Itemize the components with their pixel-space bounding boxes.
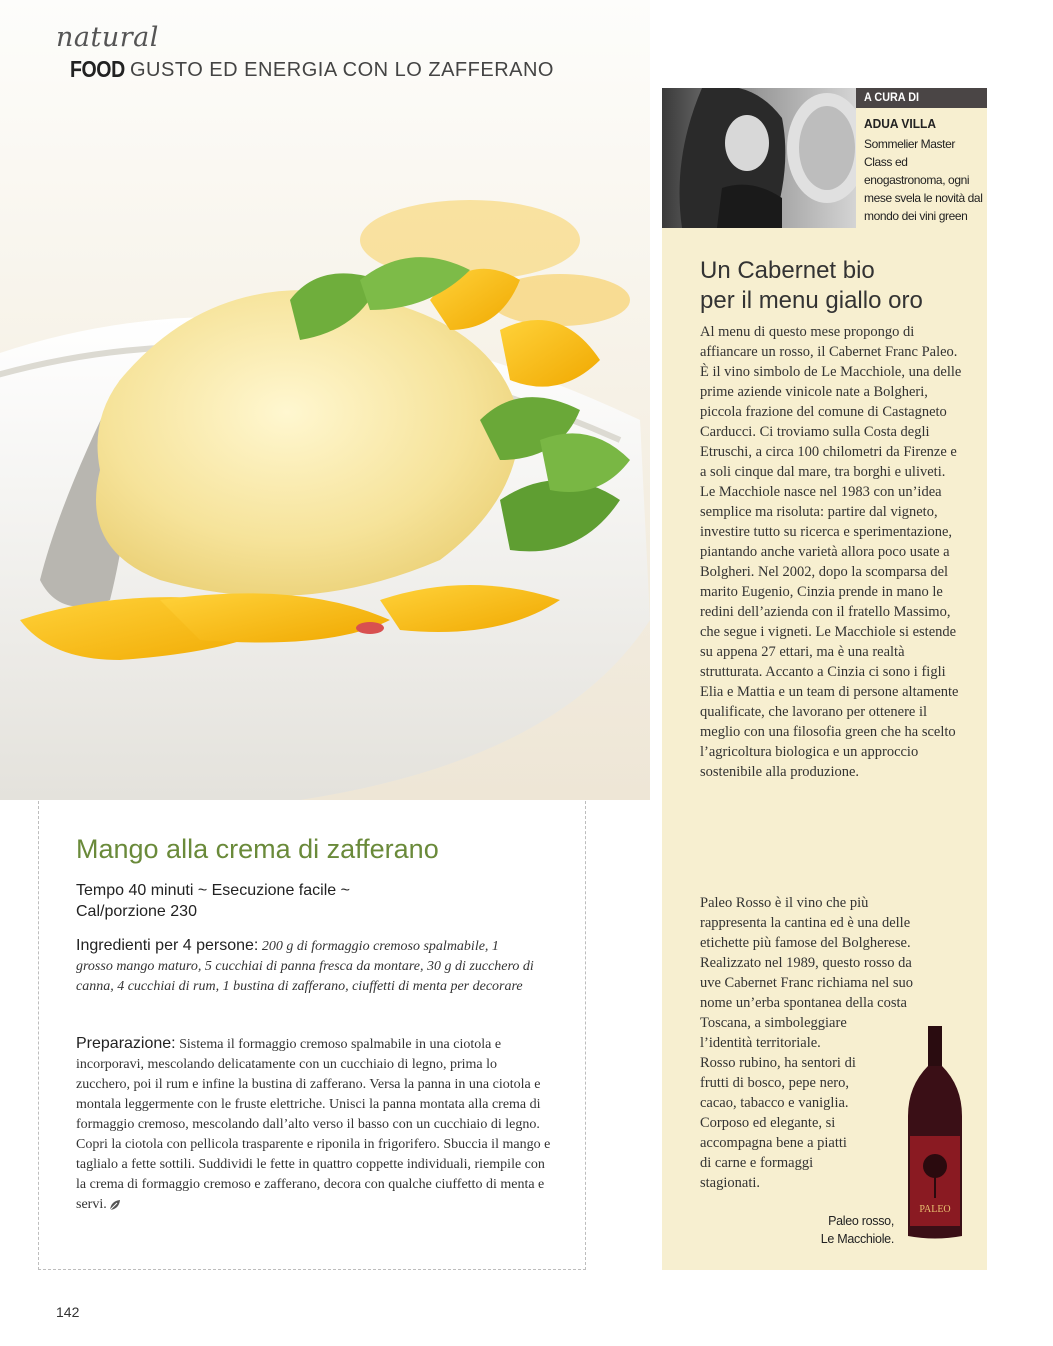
page-headline: GUSTO ED ENERGIA CON LO ZAFFERANO: [130, 59, 554, 81]
preparation-text: Sistema il formaggio cremoso spalmabile in una ciotola e incorporavi, mescolando delicatamente con un cucchiaio di legno, prima lo zucchero, poi il rum e infine la bustina di zafferano. Versa la panna in una ciotola e montala leggermente con le fruste elettriche. Unisci la panna montata alla crema di formaggio cremoso, mescolando dall’alto verso il basso con un cucchiaio di legno. Copri la ciotola con pellicola trasparente e riponila in frigorifero. Sbuccia il mango e taglialo a fette sottili. Suddividi le fette in quattro coppette individuali, riempile con la crema di formaggio cremoso e zafferano, decora con qualche ciuffetto di menta e servi.: [76, 1037, 551, 1212]
section-bold-label: FOOD: [70, 56, 125, 82]
paragraph-line: frutti di bosco, pepe nero,: [700, 1075, 849, 1091]
preparation-label: Preparazione:: [76, 1035, 176, 1052]
recipe-photo: [0, 0, 650, 800]
author-photo: [662, 88, 856, 228]
sidebar-paragraph-1: Al menu di questo mese propongo di affiancare un rosso, il Cabernet Franc Paleo. È il vino simbolo de Le Macchiole, una delle prime aziende vinicole nate a Bolgheri, piccola frazione del comune di Castagneto Carducci. Ci troviamo sulla Costa degli Etruschi, a circa 100 chilometri da Firenze e a soli cinque dal mare, tra borghi e uliveti. Le Macchiole nasce nel 1983 con un’idea semplice ma risoluta: partire dal vigneto, investire tutto su ricerca e sperimentazione, piantando anche varietà allora poco usate a Bolgheri. Nel 2002, dopo la scomparsa del marito Eugenio, Cinzia prende in mano le redini dell’azienda con il fratello Massimo, che segue i vigneti. Le Macchiole si estende su appena 27 ettari, ma è una realtà strutturata. Accanto a Cinzia ci sono i figli Elia e Mattia e un team di persone altamente qualificate, che lavorano per ottenere il meglio con una filosofia green che ha scelto l’agricoltura biologica e un approccio sostenibile alla produzione.: [700, 324, 962, 780]
caption-line2: Le Macchiole.: [820, 1232, 894, 1246]
paragraph-line: Toscana, a simboleggiare: [700, 1015, 847, 1031]
paragraph-line: l’identità territoriale.: [700, 1035, 821, 1051]
section-script-label: natural: [56, 22, 159, 53]
wine-bottle-icon: [900, 1026, 970, 1241]
sidebar-title-line2: per il menu giallo oro: [700, 287, 923, 314]
author-name: ADUA VILLA: [864, 116, 936, 131]
paragraph-line: etichette più famose del Bolgherese.: [700, 935, 911, 951]
paragraph-line: cacao, tabacco e vaniglia.: [700, 1095, 849, 1111]
paragraph-line: Rosso rubino, ha sentori di: [700, 1055, 856, 1071]
author-portrait-icon: [662, 88, 856, 228]
paragraph-line: Paleo Rosso è il vino che più: [700, 895, 869, 911]
paragraph-line: stagionati.: [700, 1175, 761, 1191]
sidebar-title-line1: Un Cabernet bio: [700, 257, 875, 284]
paragraph-line: Corposo ed elegante, si: [700, 1115, 836, 1131]
leaf-icon: [109, 1199, 121, 1211]
caption-line1: Paleo rosso,: [828, 1214, 894, 1228]
recipe-ingredients: [76, 936, 536, 997]
paragraph-line: di carne e formaggi: [700, 1155, 814, 1171]
ingredients-label: Ingredienti per 4 persone:: [76, 937, 259, 954]
mango-saffron-cream-photo: [0, 0, 650, 800]
paragraph-line: Realizzato nel 1989, questo rosso da: [700, 955, 912, 971]
page-number: 142: [56, 1304, 80, 1320]
recipe-title: Mango alla crema di zafferano: [76, 834, 439, 864]
bottle-label-text: PALEO: [919, 1204, 951, 1215]
paragraph-line: accompagna bene a piatti: [700, 1135, 847, 1151]
recipe-meta-line1: Tempo 40 minuti ~ Esecuzione facile ~: [76, 882, 350, 899]
sidebar-title: [700, 256, 980, 316]
bottle-caption: [812, 1212, 894, 1248]
author-bio: Sommelier Master Class ed enogastronoma, ogni mese svela le novità dal mondo dei vini green: [864, 137, 983, 223]
paragraph-line: uve Cabernet Franc richiama nel suo: [700, 975, 913, 991]
recipe-meta: [76, 880, 416, 922]
recipe-preparation: [76, 1034, 554, 1215]
ingredients-text: 200 g di formaggio cremoso spalmabile, 1 grosso mango maturo, 5 cucchiai di panna fresca da montare, 30 g di zucchero di canna, 4 cucchiai di rum, 1 bustina di zafferano, ciuffetti di menta per decorare: [76, 939, 534, 994]
curator-label: A CURA DI: [864, 90, 919, 104]
paragraph-line: rappresenta la cantina ed è una delle: [700, 915, 911, 931]
wine-bottle-image: [900, 1026, 970, 1241]
recipe-meta-line2: Cal/porzione 230: [76, 903, 197, 920]
paragraph-line: nome un’erba spontanea della costa: [700, 995, 907, 1011]
